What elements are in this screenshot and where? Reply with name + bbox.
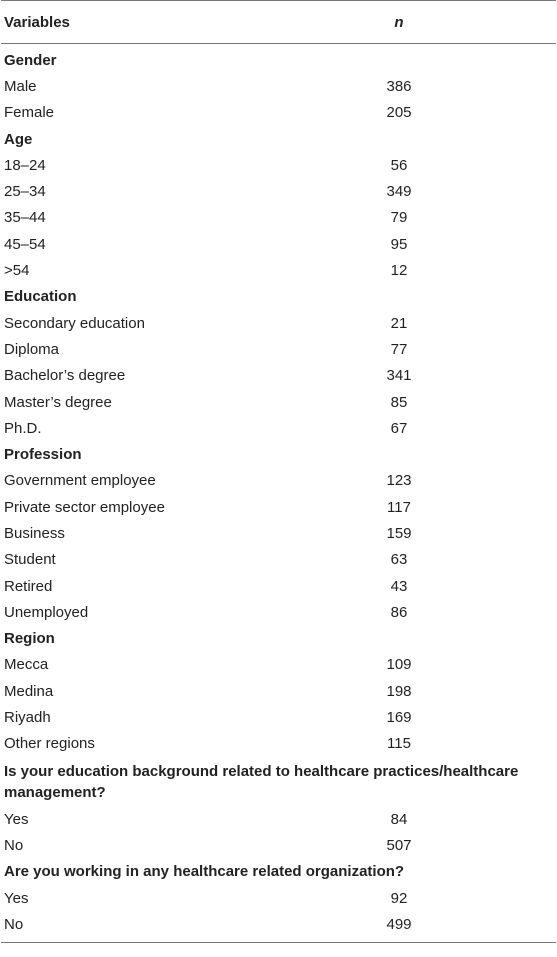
table-row <box>1 547 556 573</box>
row-label: Bachelor’s degree <box>4 367 126 385</box>
row-label: Mecca <box>4 656 49 674</box>
section-title: Region <box>4 630 55 648</box>
row-label: Private sector employee <box>4 498 165 516</box>
table-bottom-rule <box>1 942 556 943</box>
table-row <box>1 257 556 283</box>
row-count: 341 <box>386 367 412 385</box>
table-row <box>1 911 556 937</box>
table-row <box>1 599 556 625</box>
table-body <box>1 44 556 942</box>
row-count: 123 <box>386 472 412 490</box>
row-count: 56 <box>390 156 408 174</box>
table-row <box>1 310 556 336</box>
row-count: 349 <box>386 183 412 201</box>
row-count: 77 <box>390 340 408 358</box>
row-label: >54 <box>4 262 30 280</box>
row-count: 21 <box>390 314 408 332</box>
demographics-table <box>1 0 556 943</box>
table-row <box>1 415 556 441</box>
section-title: Gender <box>4 51 57 69</box>
row-count: 79 <box>390 209 408 227</box>
row-label: Government employee <box>4 472 156 490</box>
row-count: 95 <box>390 235 408 253</box>
row-label: 35–44 <box>4 209 46 227</box>
row-count: 67 <box>390 419 408 437</box>
row-count: 109 <box>386 656 412 674</box>
section-header-row <box>1 126 556 152</box>
table-row <box>1 363 556 389</box>
row-label: No <box>4 915 24 933</box>
row-label: Ph.D. <box>4 419 42 437</box>
row-count: 117 <box>387 498 411 516</box>
row-count: 507 <box>386 836 412 854</box>
row-count: 198 <box>386 682 412 700</box>
row-count: 159 <box>386 524 412 542</box>
table-header-row <box>1 1 556 43</box>
section-title: Is your education background related to healthcare practices/healthcare management? <box>4 763 519 802</box>
table-row <box>1 336 556 362</box>
section-title: Age <box>4 130 33 148</box>
section-title: Are you working in any healthcare related organization? <box>4 863 405 881</box>
section-header-row <box>1 284 556 310</box>
row-label: Unemployed <box>4 603 89 621</box>
section-header-row <box>1 757 556 806</box>
table-row <box>1 178 556 204</box>
row-count: 499 <box>386 915 412 933</box>
row-count: 92 <box>390 889 408 907</box>
header-variables: Variables <box>4 13 70 31</box>
section-title: Education <box>4 288 77 306</box>
row-label: Student <box>4 551 56 569</box>
table-row <box>1 731 556 757</box>
row-label: Yes <box>4 810 29 828</box>
section-title: Profession <box>4 446 82 464</box>
section-header-row <box>1 626 556 652</box>
row-label: Diploma <box>4 340 60 358</box>
table-row <box>1 652 556 678</box>
row-count: 84 <box>390 810 408 828</box>
row-label: Male <box>4 77 37 95</box>
row-label: 45–54 <box>4 235 46 253</box>
section-header-row <box>1 47 556 73</box>
table-row <box>1 73 556 99</box>
row-label: 18–24 <box>4 156 46 174</box>
row-count: 169 <box>386 709 412 727</box>
table-row <box>1 885 556 911</box>
table-row <box>1 678 556 704</box>
header-n: n <box>394 13 404 31</box>
table-row <box>1 520 556 546</box>
section-header-row <box>1 441 556 467</box>
table-row <box>1 573 556 599</box>
row-label: Female <box>4 104 55 122</box>
row-count: 205 <box>386 104 412 122</box>
row-label: Riyadh <box>4 709 51 727</box>
row-count: 43 <box>390 577 408 595</box>
row-label: Retired <box>4 577 53 595</box>
row-label: Medina <box>4 682 54 700</box>
row-label: No <box>4 836 24 854</box>
table-row <box>1 152 556 178</box>
section-header-row <box>1 859 556 885</box>
table-row <box>1 468 556 494</box>
row-count: 63 <box>390 551 408 569</box>
table-row <box>1 704 556 730</box>
table-row <box>1 205 556 231</box>
row-count: 386 <box>386 77 412 95</box>
row-label: 25–34 <box>4 183 46 201</box>
table-row <box>1 389 556 415</box>
table-row <box>1 100 556 126</box>
row-label: Master’s degree <box>4 393 112 411</box>
row-label: Secondary education <box>4 314 145 332</box>
row-label: Business <box>4 524 65 542</box>
row-count: 86 <box>390 603 408 621</box>
table-row <box>1 231 556 257</box>
table-row <box>1 832 556 858</box>
row-count: 115 <box>387 735 411 753</box>
row-label: Other regions <box>4 735 95 753</box>
table-row <box>1 806 556 832</box>
row-count: 85 <box>390 393 408 411</box>
table-row <box>1 494 556 520</box>
row-count: 12 <box>390 262 408 280</box>
row-label: Yes <box>4 889 29 907</box>
